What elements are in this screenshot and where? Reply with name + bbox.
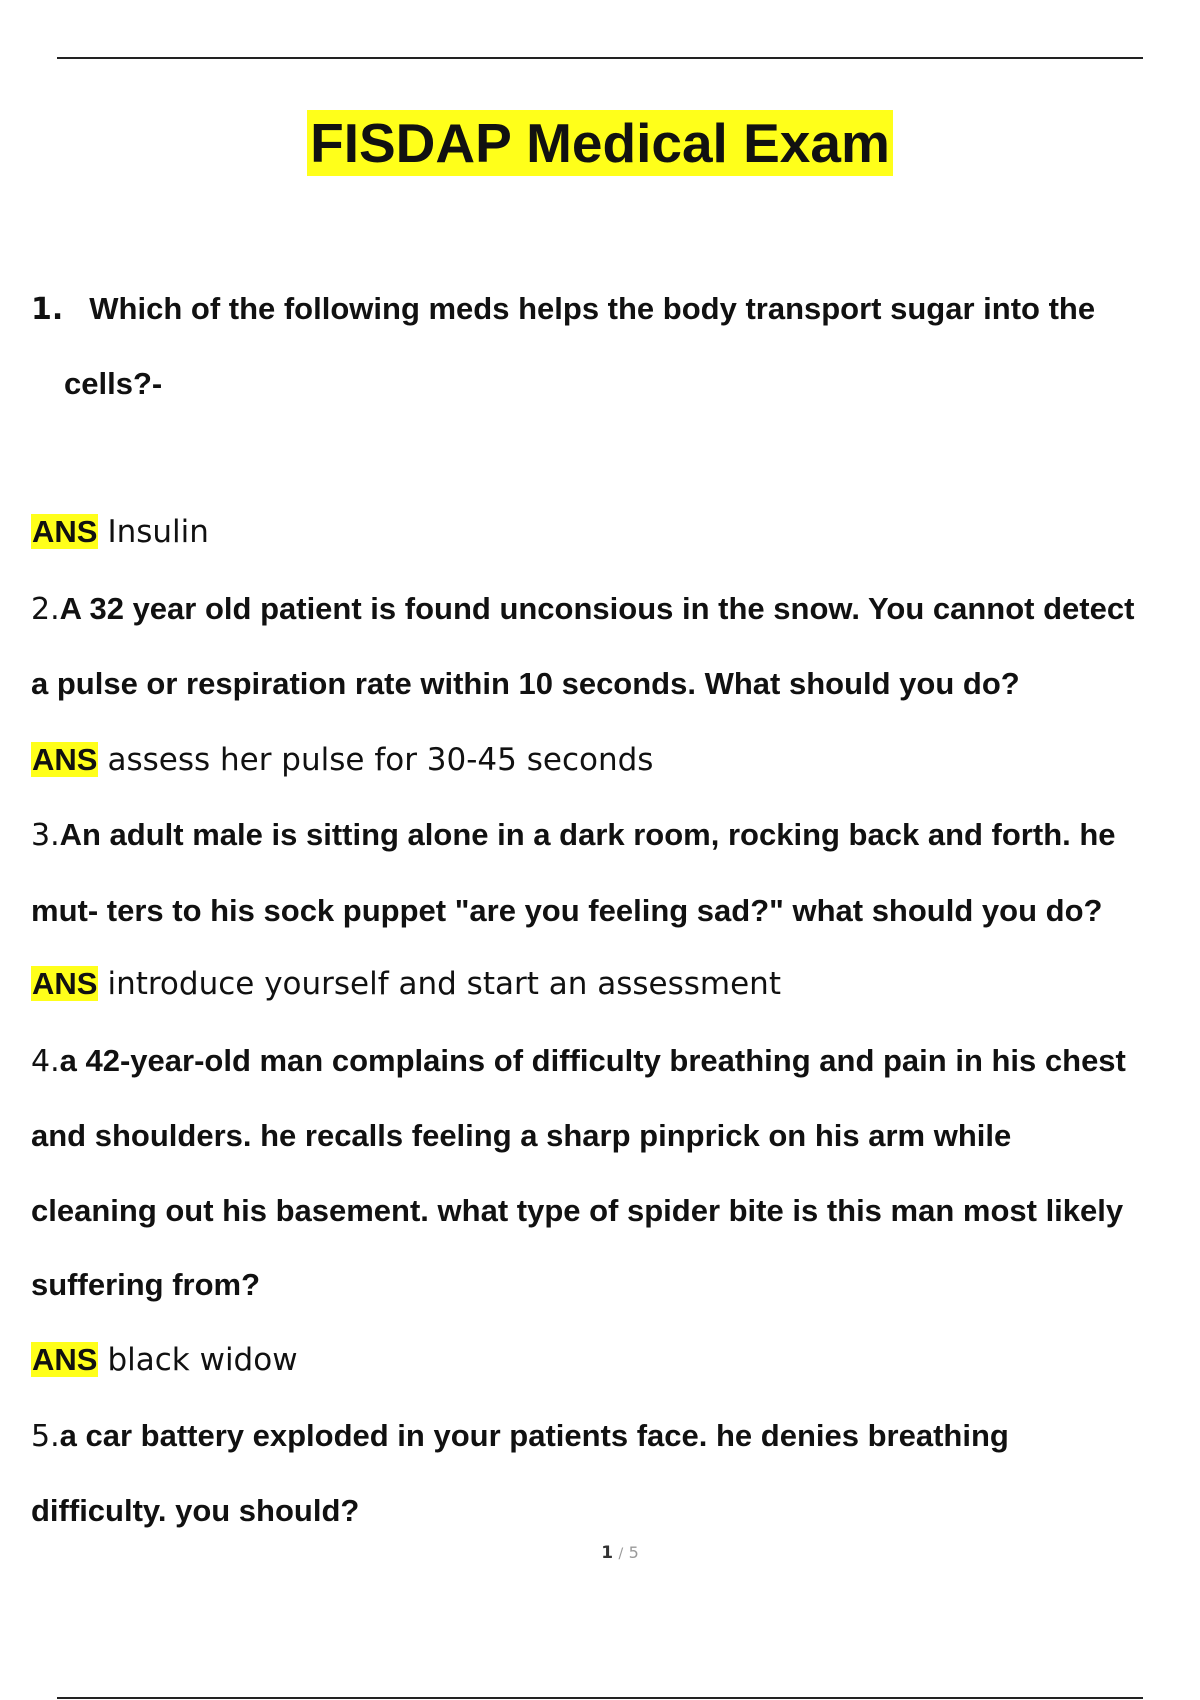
question-4-text-4: suffering from?	[31, 1267, 261, 1302]
question-3-line-2	[31, 891, 1102, 931]
question-1-line-1	[31, 289, 1095, 330]
question-4-line-1	[31, 1041, 1126, 1082]
question-3-line-1	[31, 815, 1116, 856]
question-5-text-1: a car battery exploded in your patients face. he denies breathing	[59, 1418, 1009, 1453]
page-current: 1	[601, 1543, 614, 1563]
title-container	[0, 110, 1200, 176]
question-5-line-1	[31, 1416, 1009, 1457]
answer-2-text: assess her pulse for 30-45 seconds	[107, 742, 654, 778]
question-3-text-1: An adult male is sitting alone in a dark room, rocking back and forth. he	[59, 817, 1116, 852]
question-5-number: 5.	[31, 1419, 60, 1454]
question-4-number: 4.	[31, 1044, 60, 1079]
answer-1-label: ANS	[32, 514, 98, 549]
page-separator: /	[618, 1546, 624, 1562]
question-4-line-4	[31, 1265, 260, 1305]
question-2-line-1	[31, 589, 1134, 630]
question-1-text-1: Which of the following meds helps the body transport sugar into the	[89, 291, 1096, 326]
question-4-line-2	[31, 1116, 1011, 1156]
question-1-number: 1.	[31, 292, 64, 327]
answer-4-label: ANS	[32, 1342, 98, 1377]
answer-3	[31, 964, 781, 1004]
question-2-line-2	[31, 664, 1020, 704]
answer-1	[31, 512, 209, 552]
question-2-text-2: a pulse or respiration rate within 10 seconds. What should you do?	[31, 666, 1020, 701]
question-5-line-2	[31, 1491, 359, 1531]
question-4-text-2: and shoulders. he recalls feeling a sharp pinprick on his arm while	[31, 1118, 1012, 1153]
answer-3-text: introduce yourself and start an assessment	[107, 966, 781, 1002]
question-4-line-3	[31, 1191, 1123, 1231]
answer-2-label: ANS	[32, 742, 98, 777]
question-3-number: 3.	[31, 818, 60, 853]
question-4-text-3: cleaning out his basement. what type of spider bite is this man most likely	[31, 1193, 1124, 1228]
question-2-number: 2.	[31, 592, 60, 627]
question-3-text-2: mut- ters to his sock puppet "are you feeling sad?" what should you do?	[31, 893, 1103, 928]
question-2-text-1: A 32 year old patient is found unconsious in the snow. You cannot detect	[59, 591, 1135, 626]
answer-2	[31, 740, 653, 780]
question-1-line-2	[64, 364, 162, 404]
answer-3-label: ANS	[32, 966, 98, 1001]
question-1-text-2: cells?-	[64, 366, 163, 401]
bottom-rule	[57, 1697, 1143, 1699]
page-indicator	[0, 1543, 1200, 1563]
top-rule	[57, 57, 1143, 59]
page-total: 5	[628, 1543, 639, 1562]
answer-4-text: black widow	[107, 1342, 298, 1378]
answer-4	[31, 1340, 298, 1380]
question-5-text-2: difficulty. you should?	[31, 1493, 360, 1528]
document-title: FISDAP Medical Exam	[307, 110, 893, 176]
answer-1-text: Insulin	[107, 514, 209, 550]
question-4-text-1: a 42-year-old man complains of difficulty breathing and pain in his chest	[59, 1043, 1126, 1078]
